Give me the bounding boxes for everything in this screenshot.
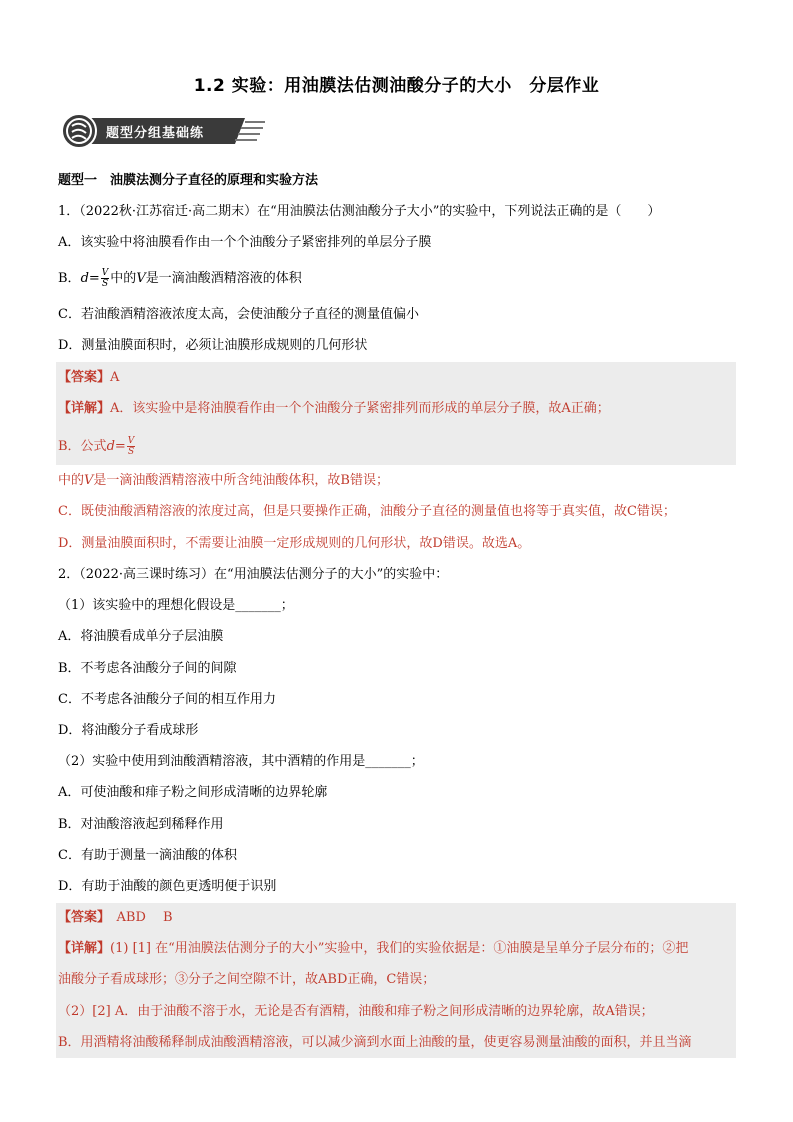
q2-detail-1: 【详解】(1) [1] 在“用油膜法估测分子的大小”实验中，我们的实验依据是：①油膜是呈单分子层分布的；②把 xyxy=(58,941,689,956)
q1-option-b: B．d= $\frac{V}{S}$ 中的V是一滴油酸酒精溶液的体积 xyxy=(58,268,302,289)
q1-detail-3: 中的V是一滴油酸酒精溶液中所含纯油酸体积，故B错误； xyxy=(58,473,389,488)
q1-detail-5: D．测量油膜面积时，不需要让油膜一定形成规则的几何形状，故D错误。故选A。 xyxy=(58,536,531,551)
formula-fraction: $\frac{V}{S}$ xyxy=(127,436,135,457)
q2-answer: 【答案】 ABD B xyxy=(58,910,173,925)
q1-detail-1: 【详解】A．该实验中是将油膜看作由一个个油酸分子紧密排列而形成的单层分子膜，故A正确； xyxy=(58,401,610,416)
q2-sub1-option-b: B．不考虑各油酸分子间的间隙 xyxy=(58,661,237,676)
section-banner xyxy=(60,113,270,149)
section-heading: 题型一 油膜法测分子直径的原理和实验方法 xyxy=(58,173,319,188)
q1-detail-2: B．公式d= $\frac{V}{S}$ xyxy=(58,436,135,457)
q2-sub1: （1）该实验中的理想化假设是_______； xyxy=(58,598,294,613)
formula-fraction: $\frac{V}{S}$ xyxy=(101,268,109,289)
q2-sub2-option-a: A．可使油酸和痱子粉之间形成清晰的边界轮廓 xyxy=(58,785,328,800)
q1-detail-4: C．既使油酸酒精溶液的浓度过高，但是只要操作正确，油酸分子直径的测量值也将等于真实值，故C错误； xyxy=(58,504,676,519)
q1-stem: 1．（2022秋·江苏宿迁·高二期末）在“用油膜法估测油酸分子大小”的实验中，下列说法正确的是（ ） xyxy=(58,204,661,219)
banner-label: 题型分组基础练 xyxy=(106,126,205,141)
q2-stem: 2．（2022·高三课时练习）在“用油膜法估测分子的大小”的实验中： xyxy=(58,567,449,582)
page-title: 1.2 实验：用油膜法估测油酸分子的大小 分层作业 xyxy=(193,76,600,96)
q2-sub2-option-c: C．有助于测量一滴油酸的体积 xyxy=(58,848,237,863)
q2-detail-2: 油酸分子看成球形；③分子之间空隙不计，故ABD正确，C错误； xyxy=(58,972,436,987)
q2-detail-4: B．用酒精将油酸稀释制成油酸酒精溶液，可以减少滴到水面上油酸的量，使更容易测量油酸的面积，并且当滴 xyxy=(58,1035,692,1050)
q1-answer: 【答案】A xyxy=(58,370,120,385)
q2-sub2: （2）实验中使用到油酸酒精溶液，其中酒精的作用是_______； xyxy=(58,754,424,769)
q2-sub1-option-c: C．不考虑各油酸分子间的相互作用力 xyxy=(58,692,276,707)
q1-option-d: D．测量油膜面积时，必须让油膜形成规则的几何形状 xyxy=(58,338,368,353)
q2-sub2-option-d: D．有助于油酸的颜色更透明便于识别 xyxy=(58,879,277,894)
q2-sub1-option-d: D．将油酸分子看成球形 xyxy=(58,723,199,738)
q1-option-c: C．若油酸酒精溶液浓度太高，会使油酸分子直径的测量值偏小 xyxy=(58,307,419,322)
q2-detail-3: （2）[2] A．由于油酸不溶于水，无论是否有酒精，油酸和痱子粉之间形成清晰的边界轮廓，故A错误； xyxy=(58,1004,654,1019)
q2-sub2-option-b: B．对油酸溶液起到稀释作用 xyxy=(58,817,224,832)
q1-option-a: A．该实验中将油膜看作由一个个油酸分子紧密排列的单层分子膜 xyxy=(58,235,432,250)
q2-sub1-option-a: A．将油膜看成单分子层油膜 xyxy=(58,629,224,644)
